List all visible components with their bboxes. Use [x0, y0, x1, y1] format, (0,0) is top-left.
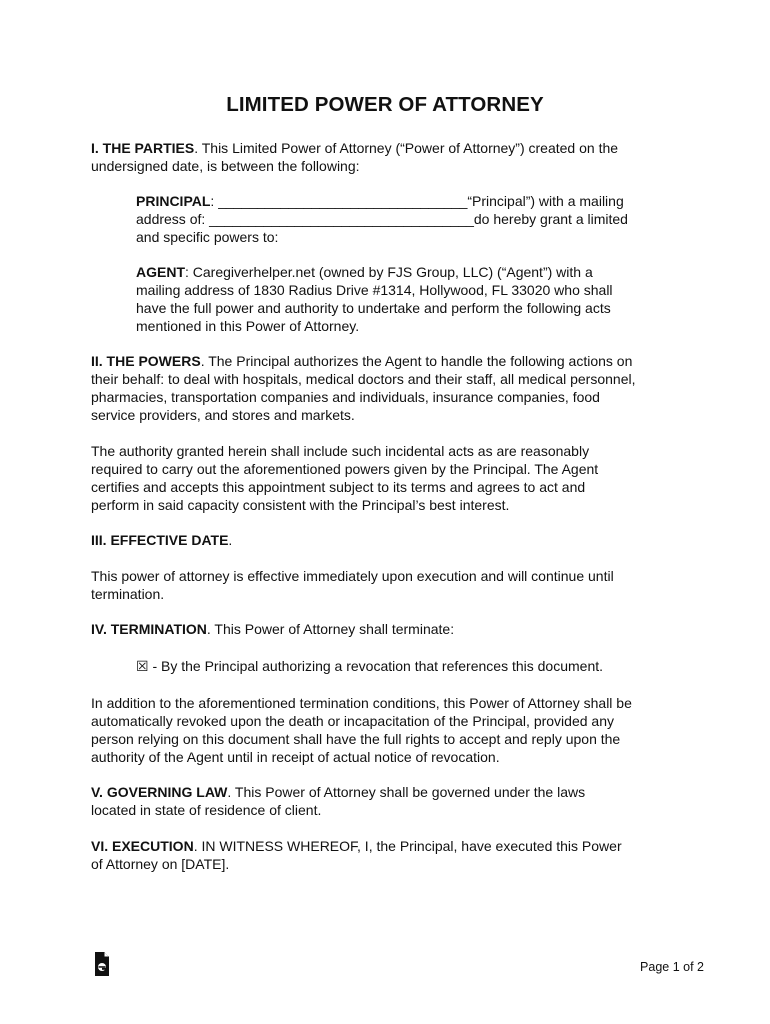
- section-heading: V. GOVERNING LAW: [91, 784, 228, 800]
- termination-option[interactable]: [136, 657, 681, 675]
- principal-label: PRINCIPAL: [136, 193, 211, 209]
- section-termination: IV. TERMINATION. This Power of Attorney shall terminate:: [91, 621, 455, 637]
- authority-paragraph: The authority granted herein shall include such incidental acts as are reasonably required to carry out the aforementioned powers given by the Principal. The Agent certifies and accepts this appointment subject to its terms and agrees to act and perform in said capacity consistent with the Principal’s best interest.: [91, 443, 599, 513]
- section-governing-law: V. GOVERNING LAW. This Power of Attorney shall be governed under the laws located in state of residence of client.: [91, 784, 586, 818]
- agent-label: AGENT: [136, 264, 185, 280]
- termination-checkbox-label[interactable]: ☒ - By the Principal authorizing a revocation that references this document.: [136, 658, 604, 674]
- section-heading: IV. TERMINATION: [91, 621, 207, 637]
- agent-block: AGENT: Caregiverhelper.net (owned by FJS Group, LLC) (“Agent”) with a mailing address of 1830 Radius Drive #1314, Hollywood, FL 33020 who shall have the full power and authority to undertake and perform the following acts mentioned in this Power of Attorney.: [136, 264, 613, 334]
- principal-block: PRINCIPAL: ________________________________“Principal”) with a mailing address of: __________________________________do hereby grant a limited and specific powers to:: [136, 193, 628, 245]
- effective-paragraph: This power of attorney is effective immediately upon execution and will continue until termination.: [91, 568, 614, 602]
- eforms-logo-icon: [94, 951, 110, 977]
- document-title: LIMITED POWER OF ATTORNEY: [226, 93, 544, 116]
- section-heading: VI. EXECUTION: [91, 838, 194, 854]
- section-heading: I. THE PARTIES: [91, 140, 195, 156]
- section-powers: II. THE POWERS. The Principal authorizes the Agent to handle the following actions on their behalf: to deal with hospitals, medical doctors and their staff, all medical personnel, pharmacies, transportation companies and individuals, insurance companies, food service providers, and stores and markets.: [91, 353, 636, 423]
- page-number: Page 1 of 2: [640, 960, 704, 974]
- section-parties: I. THE PARTIES. This Limited Power of Attorney (“Power of Attorney”) created on the undersigned date, is between the following:: [91, 140, 619, 174]
- section-heading: III. EFFECTIVE DATE: [91, 532, 229, 548]
- section-heading: II. THE POWERS: [91, 353, 201, 369]
- revocation-paragraph: In addition to the aforementioned termination conditions, this Power of Attorney shall be automatically revoked upon the death or incapacitation of the Principal, provided any person relying on this document shall have the full rights to accept and reply upon the authority of the Agent until in receipt of actual notice of revocation.: [91, 695, 632, 765]
- section-execution: VI. EXECUTION. IN WITNESS WHEREOF, I, the Principal, have executed this Power of Attorney on [DATE].: [91, 838, 622, 872]
- section-effective-date: III. EFFECTIVE DATE.: [91, 532, 233, 548]
